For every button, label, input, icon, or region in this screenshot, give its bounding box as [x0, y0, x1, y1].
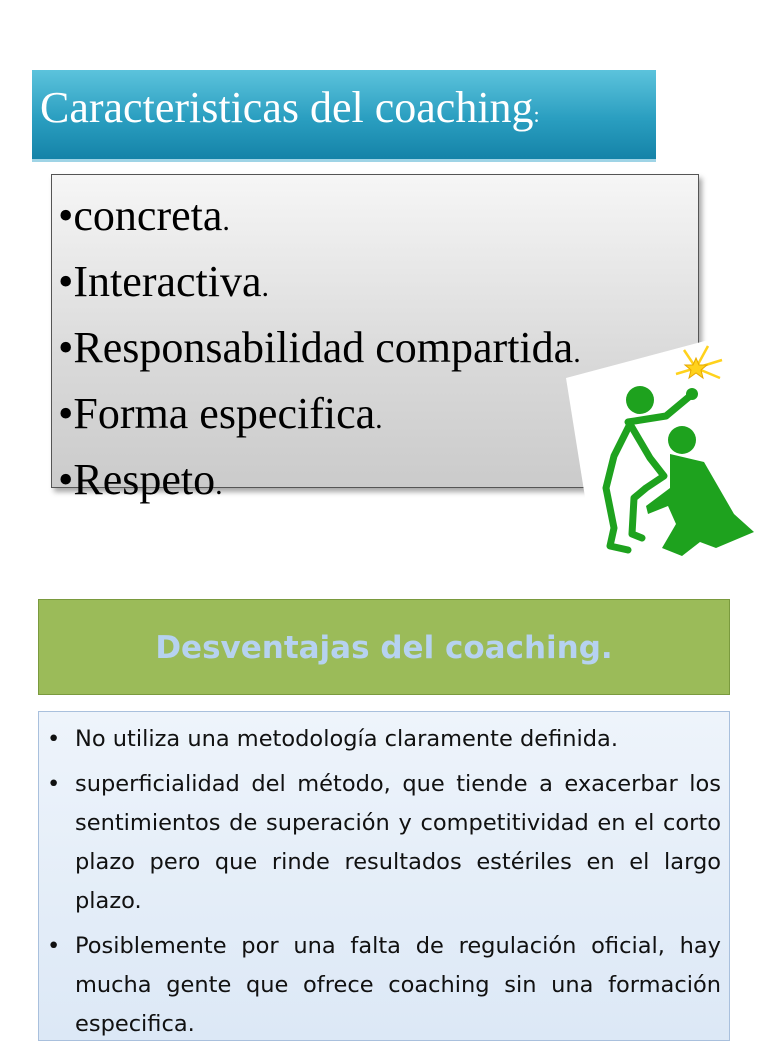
bullet: •: [58, 257, 74, 306]
list-item: [45, 720, 721, 759]
item-text: Forma especifica: [73, 389, 376, 438]
bullet: •: [47, 933, 61, 959]
list-item: [58, 449, 581, 515]
item-period: .: [215, 468, 223, 501]
page-title: [40, 82, 540, 141]
list-item: [58, 317, 581, 383]
item-period: .: [222, 204, 230, 237]
item-text: superficialidad del método, que tiende a exacerbar los sentimientos de superación y competitividad en el corto plazo pero que rinde resultados estériles en el largo plazo.: [75, 771, 721, 914]
bullet: •: [47, 726, 61, 752]
helping-climb-icon: [566, 338, 762, 566]
bullet: •: [58, 389, 74, 438]
climber-hand: [686, 388, 698, 400]
bullet: •: [58, 323, 74, 372]
list-item: [45, 765, 721, 921]
bullet: •: [58, 191, 74, 240]
item-text: Respeto: [73, 455, 216, 504]
climber-head: [626, 386, 654, 414]
list-item: [58, 185, 581, 251]
disadvantages-list: [45, 720, 721, 1041]
disadvantages-banner: [38, 599, 730, 695]
characteristics-list: [58, 185, 581, 515]
item-text: Posiblemente por una falta de regulación oficial, hay mucha gente que ofrece coaching sin una formación especifica.: [75, 933, 721, 1037]
item-period: .: [261, 270, 270, 303]
disadvantages-box: [38, 711, 730, 1041]
title-banner: [32, 70, 656, 162]
item-text: concreta: [73, 191, 223, 240]
item-period: .: [573, 336, 581, 369]
list-item: [58, 251, 581, 317]
bullet: •: [58, 455, 74, 504]
list-item: [58, 383, 581, 449]
item-period: .: [375, 402, 383, 435]
page-title-text: Caracteristicas del coaching: [40, 83, 534, 132]
bullet: •: [47, 771, 61, 797]
page-title-colon: :: [533, 102, 540, 127]
disadvantages-title: Desventajas del coaching.: [155, 630, 613, 666]
item-text: Interactiva: [73, 257, 262, 306]
item-text: No utiliza una metodología claramente definida.: [75, 726, 618, 752]
item-text: Responsabilidad compartida: [73, 323, 574, 372]
